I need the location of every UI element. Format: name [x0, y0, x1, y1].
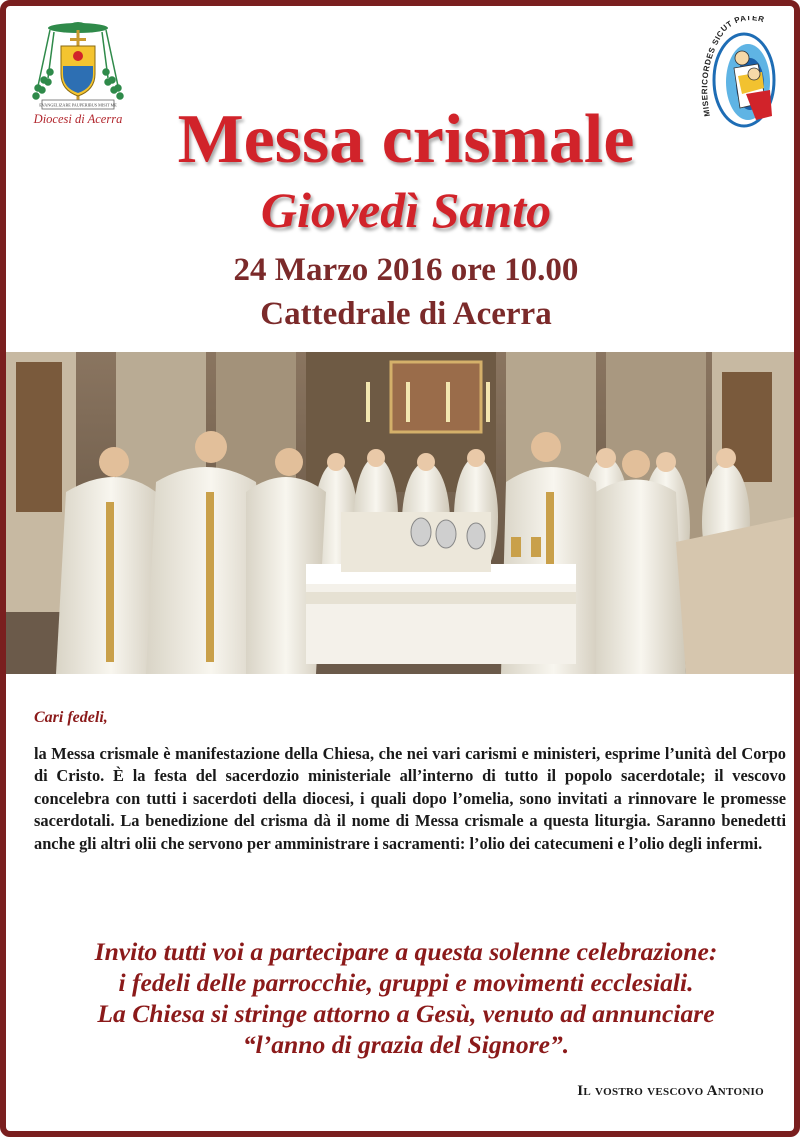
bishop-signature: Il vostro vescovo Antonio: [577, 1083, 764, 1099]
cathedral-mass-photo: [6, 352, 794, 674]
svg-text:MISERICORDES SICUT PATER: MISERICORDES SICUT PATER: [700, 16, 766, 118]
page-title: Messa crismale: [177, 101, 635, 178]
event-date-time: 24 Marzo 2016 ore 10.00: [233, 252, 579, 288]
letter-body: la Messa crismale è manifestazione della Chiesa, che nei vari carismi e ministeri, esprime l’unità del Corpo di Cristo. È la festa del sacerdozio ministeriale all’interno di tutto il popolo sacerdotale; il vescovo concelebra con tutti i sacerdoti della diocesi, i quali dopo l’omelia, sono invitati a rinnovare le promesse sacerdotali. La benedizione del crisma dà il nome di Messa crismale a questa liturgia. Saranno benedetti anche gli altri olii che servono per amministrare i sacramenti: l’olio dei catecumeni e l’olio degli infermi.: [34, 744, 786, 853]
svg-text:EVANGELIZARE PAUPERIBUS MISIT: EVANGELIZARE PAUPERIBUS MISIT ME: [39, 102, 117, 108]
invitation-line: i fedeli delle parrocchie, gruppi e movimenti ecclesiali.: [118, 968, 694, 997]
invitation-line: Invito tutti voi a partecipare a questa solenne celebrazione:: [94, 937, 718, 966]
invitation-line: La Chiesa si stringe attorno a Gesù, venuto ad annunciare: [97, 999, 715, 1028]
crest-emblem-icon: [28, 16, 128, 112]
invitation-line: “l’anno di grazia del Signore”.: [242, 1030, 570, 1059]
event-place: Cattedrale di Acerra: [260, 296, 552, 332]
letter-greeting: Cari fedeli,: [34, 709, 108, 726]
invitation-block: [6, 936, 800, 1060]
diocese-label: Diocesi di Acerra: [33, 112, 123, 126]
page-subtitle: Giovedì Santo: [260, 182, 552, 238]
